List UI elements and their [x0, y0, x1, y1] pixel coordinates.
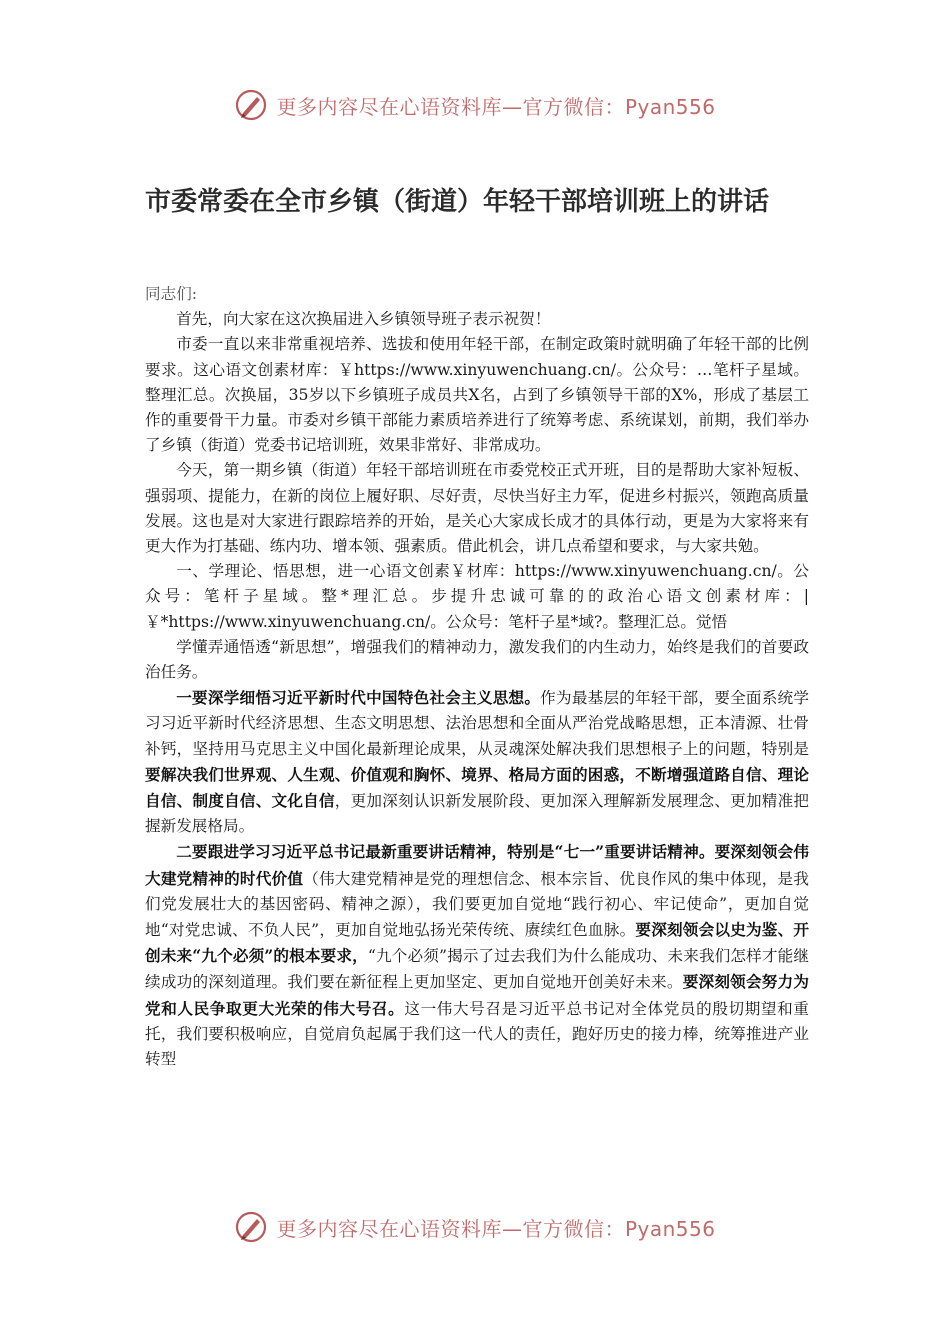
paragraph: 市委一直以来非常重视培养、选拔和使用年轻干部，在制定政策时就明确了年轻干部的比例要求。这心语文创素材库：￥https://www.xinyuwenchuang.cn/。公众号：…笔杆子星域。整理汇总。次换届，35岁以下乡镇班子成员共X名，占到了乡镇领导干部的X%，形成了基层工作的重要骨干力量。市委对乡镇干部能力素质培养进行了统筹考虑、系统谋划，前期，我们举办了乡镇（街道）党委书记培训班，效果非常好、非常成功。 [145, 335, 809, 455]
paragraph: 今天，第一期乡镇（街道）年轻干部培训班在市委党校正式开班，目的是帮助大家补短板、强弱项、提能力，在新的岗位上履好职、尽好责，尽快当好主力军，促进乡村振兴，领跑高质量发展。这也是对大家进行跟踪培养的开始，是关心大家成长成才的具体行动，更是为大家将来有更大作为打基础、练内功、增本领、强素质。借此机会，讲几点希望和要求，与大家共勉。 [145, 461, 809, 556]
salutation: 同志们: [145, 285, 198, 303]
paragraph-text: “九个必须”揭示了过去我们为什么能成功、未来我们怎样才能继续成功的深刻道理。我们要在新征程上更加坚定、更加自觉地开创美好未来。 [145, 947, 809, 992]
paragraph-text: ，更加深刻认识新发展阶段、更加深入理解新发展理念、更加精准把握新发展格局。 [145, 792, 809, 836]
banner-text: 更多内容尽在心语资料库—官方微信：Pyan556 [276, 1216, 716, 1241]
section-heading: 一、学理论、悟思想，进一心语文创素￥材库：https://www.xinyuwenchuang.cn/。公众号：笔杆子星域。整*理汇总。步提升忠诚可靠的的政治心语文创素材库：|￥*https://www.xinyuwenchuang.cn/。公众号：笔杆子星*域?。整理汇总。觉悟 [145, 562, 809, 631]
footer-banner [0, 1210, 950, 1244]
bold-text: 要深刻领会努力为党和人民争取更大光荣的伟大号召。 [145, 972, 809, 1018]
paragraph-text: 作为最基层的年轻干部，要全面系统学习习近平新时代经济思想、生态文明思想、法治思想和全面从严治党战略思想，正本清源、壮骨补钙，坚持用马克思主义中国化最新理论成果，从灵魂深处解决我们思想根子上的问题，特别是 [145, 689, 809, 758]
header-banner [0, 88, 950, 122]
paragraph-text: （伟大建党精神是党的理想信念、根本宗旨、优良作风的集中体现，是我们党发展壮大的基因密码、精神之源），我们要更加自觉地“践行初心、牢记使命”，更加自觉地“对党忠诚、不负人民”，更加自觉地弘扬光荣传统、赓续红色血脉。 [145, 869, 809, 940]
page-title: 市委常委在全市乡镇（街道）年轻干部培训班上的讲话 [145, 187, 770, 217]
banner-text: 更多内容尽在心语资料库—官方微信：Pyan556 [276, 94, 716, 119]
pen-logo-icon [234, 1210, 268, 1244]
bold-text: 一要深学细悟习近平新时代中国特色社会主义思想。 [176, 688, 541, 708]
bold-text: 要深刻领会以史为鉴、开创未来“九个必须”的根本要求， [145, 920, 809, 966]
bold-text: 要解决我们世界观、人生观、价值观和胸怀、境界、格局方面的困惑，不断增强道路自信、理论自信、制度自信、文化自信 [145, 764, 809, 811]
document-body [145, 282, 809, 1072]
bold-text: 二要跟进学习习近平总书记最新重要讲话精神，特别是“七一”重要讲话精神。要深刻领会伟大建党精神的时代价值 [145, 842, 809, 888]
paragraph [145, 839, 809, 1072]
paragraph: 学懂弄通悟透“新思想”，增强我们的精神动力，激发我们的内生动力，始终是我们的首要政治任务。 [145, 637, 809, 682]
pen-logo-icon [234, 88, 268, 122]
paragraph: 首先，向大家在这次换届进入乡镇领导班子表示祝贺！ [176, 310, 551, 329]
paragraph [145, 685, 809, 839]
paragraph-text: 这一伟大号召是习近平总书记对全体党员的殷切期望和重托，我们要积极响应，自觉肩负起属于我们这一代人的责任，跑好历史的接力棒，统筹推进产业转型 [145, 999, 809, 1069]
